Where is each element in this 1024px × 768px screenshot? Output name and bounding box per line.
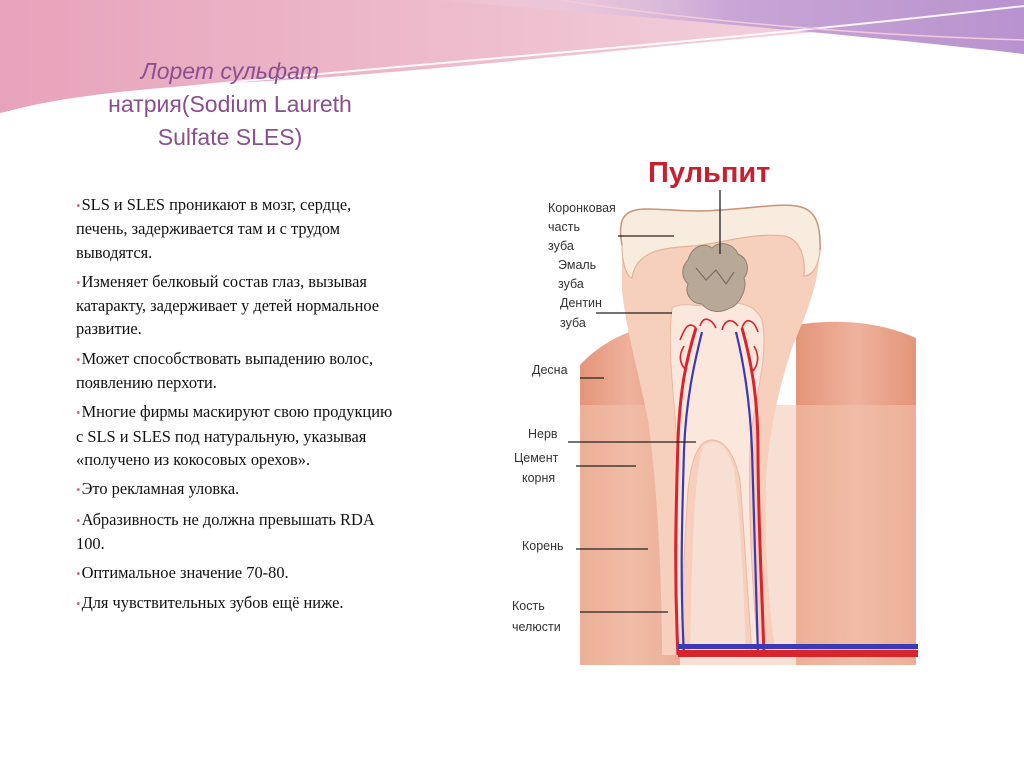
pulpitis-tooth-diagram	[508, 150, 924, 670]
label-dentin: Дентин зуба	[560, 296, 602, 330]
title-line-1: Лорет сульфат	[140, 58, 320, 84]
bullet-item: • Оптимальное значение 70-80.	[76, 561, 396, 585]
bullet-item: • Это рекламная уловка.	[76, 477, 396, 501]
title-line-3: Sulfate SLES)	[157, 124, 303, 150]
diagram-title: Пульпит	[648, 157, 771, 189]
label-cement: Цемент корня	[514, 451, 559, 485]
bullet-list	[76, 193, 396, 622]
label-gum: Десна	[532, 363, 568, 377]
label-crown: Коронковая часть зуба	[548, 201, 616, 253]
bullet-item: • Для чувствительных зубов ещё ниже.	[76, 591, 396, 615]
bullet-item: • SLS и SLES проникают в мозг, сердце, печень, задерживается там и с трудом выводятся.	[76, 193, 396, 264]
label-nerve: Нерв	[528, 427, 558, 441]
slide-title	[60, 55, 400, 154]
label-jaw: Кость челюсти	[512, 599, 561, 634]
base-vein	[678, 644, 918, 649]
bullet-item: • Многие фирмы маскируют свою продукцию с SLS и SLES под натуральную, указывая «получено из кокосовых орехов».	[76, 400, 396, 471]
label-enamel: Эмаль зуба	[558, 258, 597, 291]
bullet-item: • Может способствовать выпадению волос, появлению перхоти.	[76, 347, 396, 395]
bullet-item: • Абразивность не должна превышать RDA 100.	[76, 508, 396, 556]
base-artery	[678, 650, 918, 657]
title-line-2: натрия(Sodium Laureth	[108, 91, 352, 117]
label-root: Корень	[522, 539, 564, 553]
bullet-item: • Изменяет белковый состав глаз, вызывая катаракту, задерживает у детей нормальное развитие.	[76, 270, 396, 341]
